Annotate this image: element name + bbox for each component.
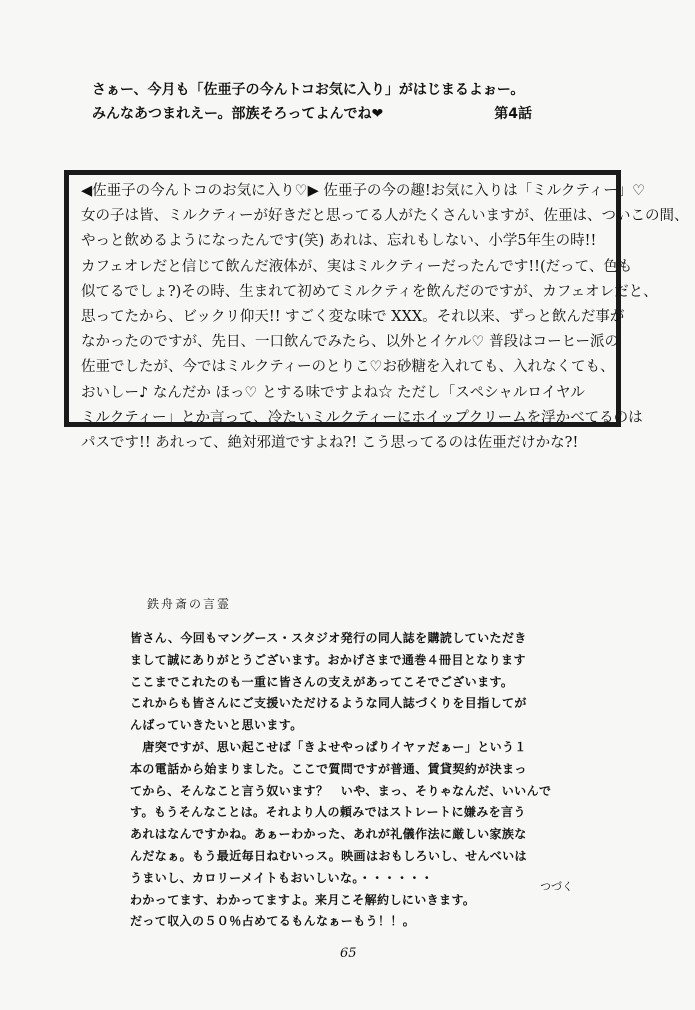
column-title: 鉄舟斎の言霊 xyxy=(147,597,232,611)
column-line: 本の電話から始まりました。ここで質問ですが普通、賃貸契約が決まっ xyxy=(130,761,527,776)
page-number: 65 xyxy=(340,946,357,961)
box-line: 佐亜でしたが、今ではミルクティーのとりこ♡お砂糖を入れても、入れなくても、 xyxy=(81,359,615,376)
box-line: やっと飲めるようになったんです(笑) あれは、忘れもしない、小学5年生の時!! xyxy=(81,233,597,250)
box-line: おいしー♪ なんだか ほっ♡ とする味ですよね☆ ただし「スペシャルロイヤル xyxy=(81,384,585,401)
column-line: あれはなんですかね。あぁーわかった、あれが礼儀作法に厳しい家族な xyxy=(130,827,527,842)
column-body xyxy=(130,628,590,933)
column-line: わかってます、わかってますよ。来月こそ解約しにいきます。 xyxy=(130,892,476,907)
box-line: 女の子は皆、ミルクティーが好きだと思ってる人がたくさんいますが、佐亜は、ついこの間、 xyxy=(81,208,689,225)
column-line: うまいし、カロリーメイトもおいしいな。・・・・・・ xyxy=(130,870,434,885)
box-line: カフェオレだと信じて飲んだ液体が、実はミルクティーだったんです!!(だって、色も xyxy=(81,258,633,275)
column-line: 唐突ですが、思い起こせば「きよせやっぱりイヤァだぁー」という１ xyxy=(130,739,527,754)
column-line: んばっていきたいと思います。 xyxy=(130,718,303,733)
column-line: まして誠にありがとうございます。おかげさまで通巻４冊目となります xyxy=(130,652,526,667)
box-line: 思ってたから、ビックリ仰天!! すごく変な味で XXX。それ以来、ずっと飲んだ事が xyxy=(81,309,625,326)
box-line: ミルクティー」とか言って、冷たいミルクティーにホイップクリームを浮かべてるのは xyxy=(81,409,643,426)
column-line: 皆さん、今回もマングース・スタジオ発行の同人誌を購読していただき xyxy=(130,631,527,645)
column-line: んだなぁ。もう最近毎日ねむいっス。映画はおもしろいし、せんべいは xyxy=(130,848,527,863)
column-line: だって収入の５０％占めてるもんなぁーもう！！。 xyxy=(130,914,416,929)
box-line: ◀佐亜子の今んトコのお気に入り♡▶ 佐亜子の今の趣!お気に入りは「ミルクティー」♡ xyxy=(81,183,646,199)
column-line: これからも皆さんにご支援いただけるような同人誌づくりを目指してが xyxy=(130,696,527,711)
episode-label: 第4話 xyxy=(494,106,532,122)
intro-text xyxy=(92,78,552,126)
box-line: 似てるでしょ?)その時、生まれて初めてミルクティを飲んだのですが、カフェオレだと、 xyxy=(81,283,658,300)
column-line: ここまでこれたのも一重に皆さんの支えがあってこそでございます。 xyxy=(130,674,514,689)
intro-line-1: さぁー、今月も「佐亜子の今んトコお気に入り」がはじまるよぉー。 xyxy=(92,82,525,98)
continued-label: つづく xyxy=(540,880,573,893)
box-line: パスです!! あれって、絶対邪道ですよね?! こう思ってるのは佐亜だけかな?! xyxy=(81,435,579,452)
box-line: なかったのですが、先日、一口飲んでみたら、以外とイケル♡ 普段はコーヒー派の xyxy=(81,334,620,351)
favorites-box xyxy=(64,170,689,452)
intro-line-2: みんなあつまれえー。部族そろってよんでね❤ xyxy=(92,106,384,122)
column-line: てから、そんなこと言う奴います？ いや、まっ、そりゃなんだ、いいんで xyxy=(130,783,552,798)
column-line: す。もうそんなことは。それより人の頼みではストレートに嫌みを言う xyxy=(130,805,526,820)
